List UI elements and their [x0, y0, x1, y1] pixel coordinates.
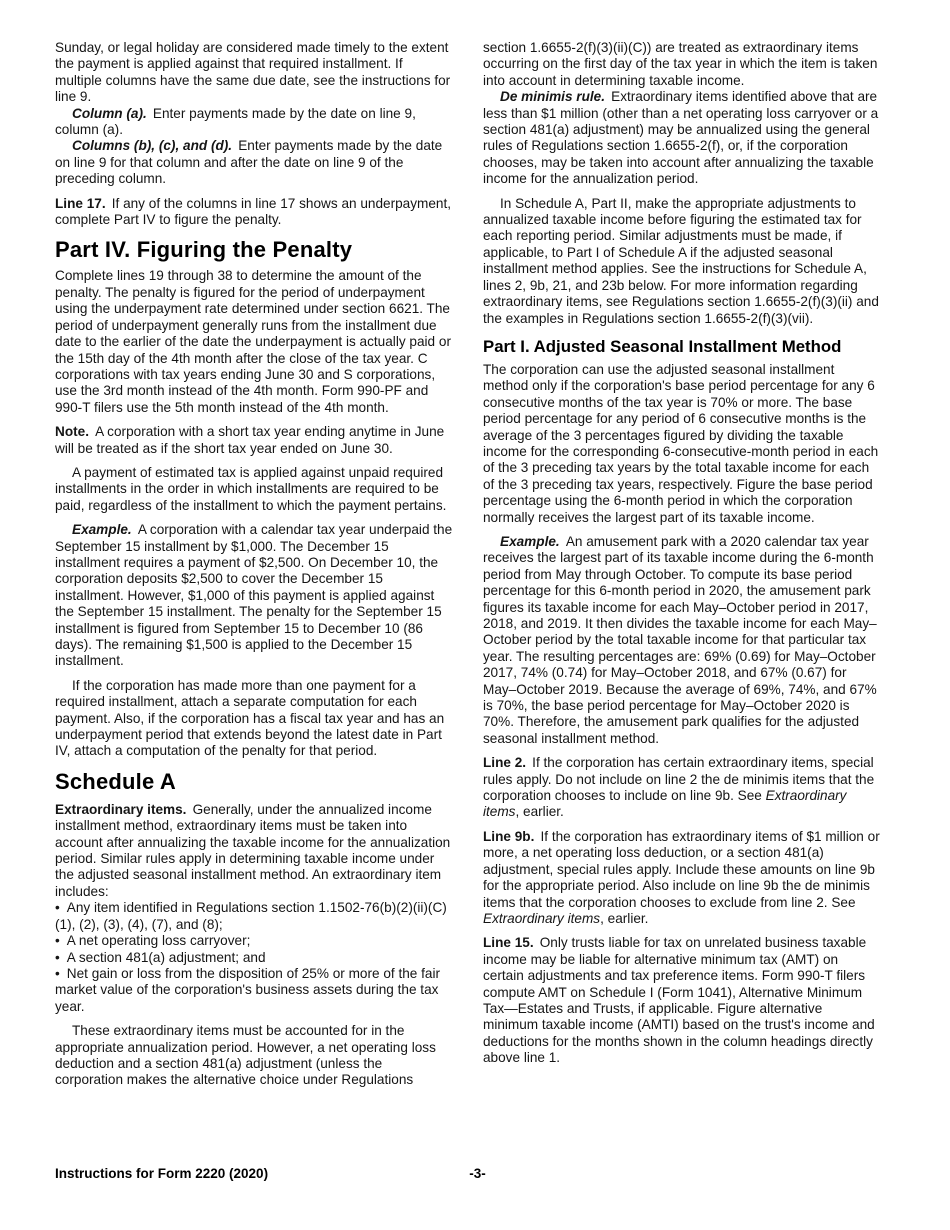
bullet-icon: •: [55, 933, 60, 949]
text-run: Enter payments made by the date on line 9 for that column and after the date on line 9 of the preceding column.: [55, 138, 443, 187]
text-run: Only trusts liable for tax on unrelated business taxable income may be liable for alternative minimum tax (AMT) on certain adjustments and tax preference items. Form 990-T filers compute AMT on Schedule I (Form 1041), Alternative Minimum Tax—Estates and Trusts, if applicable. Figure alternative minimum taxable income (AMTI) based on the trust's income and deductions for the months shown in the column headings directly above line 1.: [483, 935, 875, 1066]
left-column: [55, 40, 453, 1089]
paragraph: [483, 829, 881, 927]
text-run: Example.: [500, 533, 560, 549]
paragraph: [55, 138, 453, 187]
section-heading: Part I. Adjusted Seasonal Installment Method: [483, 336, 842, 356]
paragraph: [55, 424, 453, 457]
text-run: A section 481(a) adjustment; and: [66, 949, 266, 965]
text-run: If the corporation has extraordinary items of $1 million or more, a net operating loss deduction, or a section 481(a) adjustment, special rules apply. Include these amounts on line 9b for the appropriate period. Also include on line 9b the de minimis items that the corporation chooses to exclude from line 2. See: [483, 828, 880, 910]
text-run: Extraordinary items: [483, 788, 847, 820]
paragraph: [55, 106, 453, 139]
text-run: If any of the columns in line 17 shows an underpayment, complete Part IV to figure the penalty.: [55, 195, 452, 228]
paragraph: [55, 802, 453, 900]
text-run: A payment of estimated tax is applied against unpaid required installments in the order in which installments are required to be paid, regardless of the installment to which the payment pertains.: [55, 464, 447, 513]
paragraph: [483, 534, 881, 747]
text-run: Column (a).: [72, 105, 147, 121]
paragraph: [483, 89, 881, 187]
text-run: Generally, under the annualized income installment method, extraordinary items must be taken into account after annualizing the taxable income for the annualization period. Similar rules apply in determining taxable income under the adjusted seasonal installment method. An extraordinary item includes:: [55, 801, 451, 899]
paragraph: [483, 755, 881, 821]
text-run: Complete lines 19 through 38 to determine the amount of the penalty. The penalty is figured for the period of underpayment using the underpayment rate determined under section 6621. The period of underpayment generally runs from the installment due date to the earlier of the date the underpayment is actually paid or the 15th day of the 4th month after the close of the tax year. C corporations with tax years ending June 30 and S corporations, use the 3rd month instead of the 4th month. Form 990-PF and 990-T filers use the 5th month instead of the 4th month.: [55, 268, 451, 415]
text-run: A corporation with a calendar tax year underpaid the September 15 installment by $1,000. The December 15 installment requires a payment of $2,500. On December 10, the corporation deposits $2,500 to cover the December 15 installment. However, $1,000 of this payment is applied against the September 15 installment. The penalty for the September 15 installment is figured from September 15 to December 10 (86 days). The remaining $1,500 is applied to the December 15 installment.: [55, 522, 453, 669]
text-run: The corporation can use the adjusted seasonal installment method only if the corporation's base period percentage for any 6 consecutive months of the tax year is 70% or more. The base period percentage for any period of 6 consecutive months is the average of the 3 percentages figured by dividing the taxable income for the corresponding 6-consecutive-month period in each of the 3 preceding tax years by the total taxable income for each of the 3 preceding tax years, respectively. Figure the base period percentage using the 6-month period in which the corporation normally receives the largest part of its taxable income.: [483, 361, 879, 525]
text-run: If the corporation has certain extraordinary items, special rules apply. Do not include on line 2 the de minimis items that the corporation chooses to include on line 9b. See: [483, 755, 875, 804]
bullet-item: [55, 950, 453, 966]
text-run: Line 15.: [483, 935, 534, 951]
text-run: , earlier.: [600, 910, 649, 926]
section-heading: Schedule A: [55, 768, 176, 794]
section-heading: Part IV. Figuring the Penalty: [55, 237, 353, 263]
paragraph: [55, 268, 453, 416]
text-run: These extraordinary items must be accounted for in the appropriate annualization period. However, a net operating loss deduction and a section 481(a) adjustment (unless the corporation makes the alternative choice under Regulations: [55, 1023, 436, 1088]
bullet-item: [55, 900, 453, 933]
paragraph: [55, 678, 453, 760]
page-number: -3-: [469, 1166, 486, 1181]
paragraph: [55, 40, 453, 106]
text-run: A net operating loss carryover;: [66, 933, 251, 949]
text-run: Extraordinary items: [483, 910, 601, 926]
paragraph: [483, 40, 881, 89]
text-run: Any item identified in Regulations section 1.1502-76(b)(2)(ii)(C)(1), (2), (3), (4), (7), and (8);: [55, 900, 447, 932]
bullet-icon: •: [55, 900, 60, 916]
text-run: De minimis rule.: [500, 89, 606, 105]
paragraph: [483, 362, 881, 526]
text-run: Net gain or loss from the disposition of 25% or more of the fair market value of the corporation's business assets during the tax year.: [55, 965, 441, 1014]
bullet-item: [55, 933, 453, 949]
text-run: , earlier.: [515, 804, 564, 820]
text-run: A corporation with a short tax year ending anytime in June will be treated as if the short tax year ended on June 30.: [55, 424, 445, 456]
text-run: Sunday, or legal holiday are considered made timely to the extent the payment is applied against that required installment. If multiple columns have the same due date, see the instructions for line 9.: [55, 40, 451, 105]
document-page: [55, 40, 901, 1089]
text-run: In Schedule A, Part II, make the appropriate adjustments to annualized taxable income before figuring the estimated tax for each reporting period. Similar adjustments must be made, if applicable, to Part I of Schedule A if the adjusted seasonal installment method applies. See the instructions for Schedule A, lines 2, 9b, 21, and 23b below. For more information regarding extraordinary items, see Regulations section 1.6655-2(f)(3)(ii) and the examples in Regulations section 1.6655-2(f)(3)(vii).: [483, 195, 879, 326]
text-run: Line 2.: [483, 755, 527, 771]
bullet-icon: •: [55, 949, 60, 965]
text-run: Extraordinary items.: [55, 801, 187, 817]
text-run: If the corporation has made more than one payment for a required installment, attach a separate computation for each payment. Also, if the corporation has a fiscal tax year and has an underpayment period that extends beyond the latest date in Part IV, attach a computation of the penalty for that period.: [55, 677, 445, 759]
text-run: Columns (b), (c), and (d).: [72, 138, 233, 154]
bullet-item: [55, 966, 453, 1015]
text-run: Note.: [55, 424, 89, 440]
paragraph: [483, 935, 881, 1066]
text-run: Line 9b.: [483, 828, 535, 844]
text-run: Line 17.: [55, 195, 106, 211]
paragraph: [55, 196, 453, 229]
right-column: [483, 40, 881, 1089]
text-run: Example.: [72, 522, 132, 538]
page-footer: [55, 1166, 900, 1184]
text-run: section 1.6655-2(f)(3)(ii)(C)) are treated as extraordinary items occurring on the first day of the tax year in which the item is taken into account in determining taxable income.: [483, 40, 878, 88]
paragraph: [55, 522, 453, 670]
footer-document-title: Instructions for Form 2220 (2020): [55, 1166, 269, 1181]
text-run: An amusement park with a 2020 calendar tax year receives the largest part of its taxable income during the 6-month period from May through October. To compute its base period percentage for this 6-month period in 2020, the amusement park figures its taxable income for each May–October period in 2017, 2018, and 2019. It then divides the taxable income for each May–October period by the total taxable income for that particular tax year. The resulting percentages are: 69% (0.69) for May–October 2017, 74% (0.74) for May–October 2018, and 67% (0.67) for May–October 2019. Because the average of 69%, 74%, and 67% is 70%, the base period percentage for May–October 2020 is 70%. Therefore, the amusement park qualifies for the adjusted seasonal installment method.: [483, 533, 877, 746]
paragraph: [483, 196, 881, 327]
paragraph: [55, 1023, 453, 1089]
bullet-icon: •: [55, 965, 60, 981]
text-run: Enter payments made by the date on line 9, column (a).: [55, 105, 416, 138]
text-run: Extraordinary items identified above that are less than $1 million (other than a net operating loss carryover or a section 481(a) adjustment) may be annualized using the general rules of Regulations section 1.6655-2(f), or, if the corporation chooses, may be taken into account after annualizing the taxable income for the annualization period.: [483, 89, 879, 187]
paragraph: [55, 465, 453, 514]
